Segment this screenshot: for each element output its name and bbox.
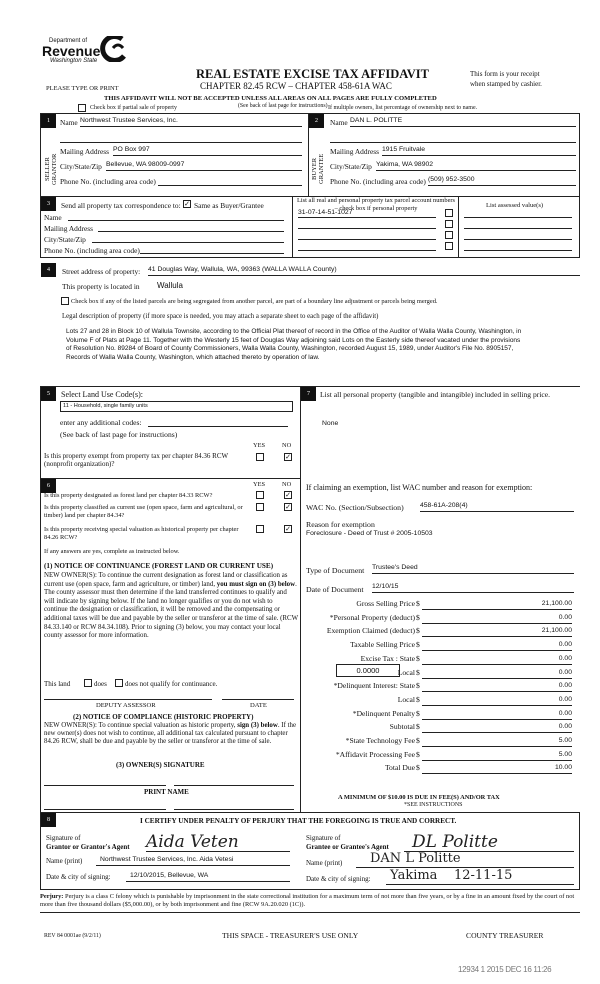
historic-yes-checkbox[interactable]: [256, 525, 264, 533]
docdate-label: Date of Document: [306, 585, 364, 594]
forest-no-checkbox[interactable]: ✓: [285, 491, 291, 499]
wac-field[interactable]: 458-61A-208(4): [420, 502, 574, 512]
certify-text: I CERTIFY UNDER PENALTY OF PERJURY THAT THE FOREGOING IS TRUE AND CORRECT.: [140, 817, 457, 825]
historic-question: Is this property receiving special valuation as historical property per chapter 84.26 RCW?: [44, 526, 239, 541]
assessed-value-field[interactable]: [464, 209, 572, 218]
fee-label: Local: [397, 667, 415, 677]
corr-phone-field[interactable]: [140, 245, 284, 254]
grantor-name-label: Name (print): [46, 857, 83, 865]
dollar-sign: $: [416, 599, 420, 608]
fee-row: [300, 613, 580, 625]
located-label: This property is located in: [62, 282, 140, 291]
grantor-sig-label-2: Grantor or Grantor's Agent: [46, 843, 130, 851]
correspondence-label: Send all property tax correspondence to:: [61, 201, 181, 210]
does-not-label: does not qualify for continuance.: [125, 680, 218, 688]
land-use-label: Select Land Use Code(s):: [61, 390, 143, 399]
land-use-select[interactable]: 11 - Household, single family units: [60, 401, 293, 412]
additional-codes-label: enter any additional codes:: [60, 418, 142, 427]
yes-header: YES: [253, 442, 266, 449]
fee-label: Exemption Claimed (deduct): [326, 626, 415, 636]
dollar-sign: $: [416, 681, 420, 691]
fee-value[interactable]: 0.00: [422, 655, 572, 665]
buyer-city-field[interactable]: Yakima, WA 98902: [376, 161, 576, 171]
fee-value[interactable]: 0.00: [422, 614, 572, 624]
forest-question: Is this property designated as forest land per chapter 84.33 RCW?: [44, 492, 213, 499]
docdate-field[interactable]: 12/10/15: [372, 583, 574, 593]
print-name-label: PRINT NAME: [144, 788, 189, 796]
grantor-date-field[interactable]: 12/10/2015, Bellevue, WA: [126, 872, 290, 882]
receipt-note-2: when stamped by cashier.: [470, 80, 542, 88]
dollar-sign: $: [416, 763, 420, 773]
seller-grantor-label: SELLER GRANTOR: [44, 153, 58, 185]
fee-label: *Delinquent Penalty: [352, 708, 415, 718]
notice2-title: (2) NOTICE OF COMPLIANCE (HISTORIC PROPERTY): [73, 713, 254, 721]
current-use-yes-checkbox[interactable]: [256, 503, 264, 511]
notice1-text: [44, 572, 298, 641]
receipt-note-1: This form is your receipt: [470, 70, 540, 78]
seller-phone-field[interactable]: [158, 176, 302, 186]
fee-label: *State Technology Fee: [345, 736, 415, 745]
perjury-notice: [40, 893, 580, 913]
notice1-title: (1) NOTICE OF CONTINUANCE (FOREST LAND OR CURRENT USE): [44, 562, 274, 570]
land-use-see-back: (See back of last page for instructions): [60, 430, 178, 439]
grantee-name-label: Name (print): [306, 859, 343, 867]
fee-label: Gross Selling Price: [356, 599, 415, 608]
logo-swirl-icon: [100, 36, 128, 62]
does-not-checkbox[interactable]: [115, 679, 123, 687]
buyer-mail-label: Mailing Address: [330, 147, 380, 156]
partial-sale-label: Check box if partial sale of property: [90, 105, 177, 111]
grantee-sig-label-1: Signature of: [306, 834, 341, 842]
dollar-sign: $: [416, 694, 420, 704]
section-7-badge: 7: [301, 387, 316, 401]
notice2-text: [44, 722, 300, 746]
fee-label: Local: [397, 694, 415, 704]
fee-value[interactable]: 0.00: [422, 723, 572, 733]
forest-yes-checkbox[interactable]: [256, 491, 264, 499]
fee-row: [300, 695, 580, 707]
fee-label: *Affidavit Processing Fee: [335, 749, 415, 759]
fee-row: [300, 763, 580, 775]
section-2-badge: 2: [309, 114, 324, 128]
dollar-sign: $: [416, 640, 420, 650]
seller-name-field[interactable]: Northwest Trustee Services, Inc.: [80, 117, 302, 127]
fee-row: [300, 599, 580, 611]
fee-row: [300, 640, 580, 652]
dollar-sign: $: [416, 612, 420, 622]
grantor-name-field[interactable]: Northwest Trustee Services, Inc. Aida Vetesi: [96, 856, 290, 866]
grantee-date-label: Date & city of signing:: [306, 875, 371, 883]
doctype-field[interactable]: Trustee's Deed: [372, 564, 574, 574]
no-header: NO: [282, 442, 292, 449]
assessed-header: List assessed value(s): [486, 202, 544, 209]
fee-row: [300, 681, 580, 693]
assessed-value-field[interactable]: [464, 231, 572, 240]
buyer-city-label: City/State/Zip: [330, 162, 372, 171]
section-4-badge: 4: [41, 263, 56, 277]
if-yes-note: If any answers are yes, complete as instructed below.: [44, 548, 180, 555]
divider: [292, 196, 293, 258]
perjury-bold: Perjury:: [40, 893, 64, 900]
parcel-number-field[interactable]: [298, 242, 436, 251]
exempt-yes-checkbox[interactable]: [256, 453, 264, 461]
fee-row: [300, 709, 580, 721]
corr-mail-label: Mailing Address: [44, 224, 94, 233]
date-label: DATE: [250, 702, 267, 709]
fee-value[interactable]: 21,100.00: [422, 627, 572, 637]
additional-codes-field[interactable]: [148, 417, 288, 427]
buyer-name-field[interactable]: DAN L. POLITTE: [350, 117, 576, 127]
grantee-name-field[interactable]: DAN L Politte: [356, 851, 574, 868]
personal-property-checkbox[interactable]: [445, 231, 453, 239]
fee-value[interactable]: 0.00: [422, 696, 572, 706]
treasurer-space: THIS SPACE - TREASURER'S USE ONLY: [222, 931, 359, 940]
doctype-label: Type of Document: [306, 566, 365, 575]
seller-mail-label: Mailing Address: [60, 147, 110, 156]
fee-value[interactable]: 21,100.00: [422, 600, 572, 610]
divider: [40, 478, 300, 479]
fee-value[interactable]: 5.00: [422, 751, 572, 761]
buyer-name-line2[interactable]: [330, 133, 576, 143]
same-as-buyer-label: Same as Buyer/Grantee: [194, 201, 264, 210]
s6-yes-header: YES: [253, 481, 266, 488]
fee-value[interactable]: 10.00: [422, 764, 572, 774]
parcel-number-field[interactable]: [298, 220, 436, 229]
grantee-sig-label-2: Grantee or Grantee's Agent: [306, 843, 389, 851]
parcel-number-field[interactable]: [298, 231, 436, 240]
notice2-bold: sign (3) below: [237, 722, 278, 729]
please-type: PLEASE TYPE OR PRINT: [46, 85, 119, 92]
exempt-question: Is this property exempt from property tax per chapter 84.36 RCW (nonprofit organization)?: [44, 452, 228, 468]
reason-label: Reason for exemption: [306, 520, 375, 529]
logo-state: Washington State: [50, 58, 98, 64]
rev-number: REV 84 0001ae (9/2/11): [44, 933, 101, 939]
legal-description[interactable]: Lots 27 and 28 in Block 10 of Wallula Townsite, according to the Official Plat thereof of record in the Office of the Auditor of Walla Walla County, Washington, in Volume F of Plats at Page 11. Together with the Westerly 15 feet of Douglas Way adjoining said Lots on the Easterly side thereof vacated under the provisions of Resolution No. 89284 of Board of County Commissioners, Walla Walla County, Washington, recorded August 15, 1989, under Auditor's File No. 8905157, Records of Walla Walla County, Washington, which attached thereto by operation of law.: [66, 328, 522, 361]
dollar-sign: $: [416, 722, 420, 732]
grantor-date-label: Date & city of signing:: [46, 873, 111, 881]
buyer-phone-field[interactable]: (509) 952-3500: [428, 176, 576, 186]
owner-signature-line-2[interactable]: [174, 776, 294, 786]
dollar-sign: $: [416, 626, 420, 636]
divider: [458, 196, 459, 258]
grantee-date-field[interactable]: Yakima 12-11-15: [386, 868, 574, 885]
grantor-sig-label-1: Signature of: [46, 834, 81, 842]
chapter-line: CHAPTER 82.45 RCW – CHAPTER 458-61A WAC: [200, 81, 392, 91]
personal-property-checkbox[interactable]: [445, 242, 453, 250]
logo-revenue: Revenue: [42, 43, 101, 59]
fee-value[interactable]: 0.00: [422, 641, 572, 651]
fee-row: [300, 626, 580, 638]
buyer-grantee-label: BUYER GRANTEE: [311, 153, 325, 185]
fee-value[interactable]: 0.00: [422, 682, 572, 692]
assessor-date-line[interactable]: [222, 690, 294, 700]
buyer-mail-field[interactable]: 1915 Fruitvale: [382, 146, 576, 156]
parcel-number-field[interactable]: 31-07-14-51-1027: [298, 209, 436, 218]
treasurer-stamp: 12934 1 2015 DEC 16 11:26: [458, 965, 552, 974]
located-value: Wallula: [157, 281, 183, 290]
section-5-badge: 5: [41, 387, 56, 401]
segregated-checkbox[interactable]: [61, 297, 69, 305]
buyer-phone-label: Phone No. (including area code): [330, 177, 426, 186]
notice1-a: NEW OWNER(S): To continue the current designation as forest land or classification as current use (open space, farm and agriculture, or timber) land,: [44, 572, 288, 588]
divider: [40, 478, 41, 812]
see-instructions: *SEE INSTRUCTIONS: [404, 802, 463, 808]
fee-label: Excise Tax : State: [360, 653, 415, 663]
dollar-sign: $: [416, 749, 420, 759]
owner-signature-line[interactable]: [44, 776, 166, 786]
corr-mail-field[interactable]: [98, 223, 284, 232]
fee-row: [300, 736, 580, 748]
fee-row: [300, 722, 580, 734]
section-1-badge: 1: [41, 114, 56, 128]
notice1-bold: you must sign on (3) below: [216, 580, 296, 588]
this-land-label: This land: [44, 680, 71, 688]
corr-city-label: City/State/Zip: [44, 235, 86, 244]
fee-value[interactable]: 0.00: [422, 710, 572, 720]
notice2-b: . If the new owner(s) does not wish to continue, all additional tax calculated pursuant to chapter 84.26 RCW, shall be due and payable by the seller or transferor at the time of sale.: [44, 722, 297, 745]
segregated-label: Check box if any of the listed parcels are being segregated from another parcel, are part of a boundary line adjustment or parcels being merged.: [71, 298, 438, 305]
exemption-label: If claiming an exemption, list WAC number and reason for exemption:: [306, 483, 533, 492]
street-field[interactable]: 41 Douglas Way, Wallula, WA, 99363 (WALLA WALLA County): [148, 266, 580, 276]
deputy-assessor-label: DEPUTY ASSESSOR: [96, 702, 156, 709]
exempt-no-checkbox[interactable]: ✓: [285, 453, 291, 461]
grantee-signature: DL Politte: [412, 832, 498, 852]
dollar-sign: $: [416, 708, 420, 718]
buyer-name-label: Name: [330, 118, 348, 127]
same-as-buyer-checkbox[interactable]: ✓: [184, 200, 190, 208]
fee-label: *Personal Property (deduct): [329, 612, 415, 622]
owner-signature-label: (3) OWNER(S) SIGNATURE: [116, 761, 205, 769]
s6-no-header: NO: [282, 481, 292, 488]
personal-property-label: List all personal property (tangible and intangible) included in selling price.: [320, 390, 551, 399]
corr-name-label: Name: [44, 213, 62, 222]
seller-name-line2[interactable]: [60, 133, 302, 143]
county-treasurer: COUNTY TREASURER: [466, 931, 544, 940]
seller-name-label: Name: [60, 118, 78, 127]
section-6-badge: 6: [41, 479, 56, 493]
fee-label: Subtotal: [389, 722, 415, 732]
seller-city-label: City/State/Zip: [60, 162, 102, 171]
grantee-signature-field[interactable]: [404, 832, 574, 852]
fee-value[interactable]: 5.00: [422, 737, 572, 747]
deputy-assessor-line[interactable]: [44, 690, 212, 700]
fee-label: Taxable Selling Price: [350, 640, 415, 650]
fee-label: Total Due: [384, 763, 415, 773]
personal-property-value[interactable]: None: [322, 420, 339, 427]
warning: THIS AFFIDAVIT WILL NOT BE ACCEPTED UNLESS ALL AREAS ON ALL PAGES ARE FULLY COMPLETED: [104, 95, 437, 102]
fee-value[interactable]: 0.00: [422, 669, 572, 679]
print-name-line-2[interactable]: [174, 800, 294, 810]
current-use-question: Is this property classified as current use (open space, farm and agricultural, or timber) land per chapter 84.34?: [44, 504, 243, 519]
legal-label: Legal description of property (if more space is needed, you may attach a separate sheet to each page of the affidavit): [62, 313, 379, 320]
fee-label: *Delinquent Interest: State: [333, 681, 415, 691]
logo-dept: Department of: [49, 38, 88, 44]
assessed-value-field[interactable]: [464, 242, 572, 251]
corr-phone-label: Phone No. (including area code): [44, 246, 140, 255]
does-label: does: [94, 680, 107, 688]
multiple-owners-note: If multiple owners, list percentage of ownership next to name.: [328, 105, 478, 111]
dor-logo: [42, 36, 132, 70]
notice2-a: NEW OWNER(S): To continue special valuation as historic property,: [44, 722, 236, 729]
dollar-sign: $: [416, 736, 420, 745]
partial-sale-checkbox[interactable]: [78, 104, 86, 112]
grantor-signature-field[interactable]: [146, 832, 290, 852]
see-back: (See back of last page for instructions): [238, 103, 328, 109]
assessed-value-field[interactable]: [464, 220, 572, 229]
grantor-signature: Aida Veten: [146, 832, 239, 852]
wac-label: WAC No. (Section/Subsection): [306, 503, 404, 512]
personal-property-checkbox[interactable]: [445, 220, 453, 228]
personal-property-checkbox[interactable]: [445, 209, 453, 217]
form-title: REAL ESTATE EXCISE TAX AFFIDAVIT: [196, 67, 429, 81]
parcel-header: List all real and personal property tax parcel account numbers – check box if personal property: [296, 197, 456, 212]
reason-value[interactable]: Foreclosure - Deed of Trust # 2005-10503: [306, 530, 433, 537]
seller-mail-field[interactable]: PO Box 997: [113, 146, 302, 156]
fee-row: [300, 750, 580, 762]
notice1-b: . The county assessor must then determine if the land transferred continues to qualify and will indicate by signing below. If the land no longer qualifies or you do not wish to continue the designation or classification, it will be removed and the compensating or additional taxes will be due and payable by the seller or transferor at the time of sale. (RCW 84.33.140 or RCW 84.34.108). Prior to signing (3) below, you may contact your local county assessor for more information.: [44, 580, 298, 640]
local-rate-field[interactable]: 0.0000: [336, 664, 400, 677]
corr-name-field[interactable]: [68, 212, 284, 221]
print-name-line[interactable]: [44, 800, 166, 810]
street-label: Street address of property:: [62, 267, 141, 276]
section-3-badge: 3: [41, 197, 56, 211]
minimum-note: A MINIMUM OF $10.00 IS DUE IN FEE(S) AND/OR TAX: [338, 794, 500, 801]
dollar-sign: $: [416, 653, 420, 663]
perjury-text: Perjury is a class C felony which is punishable by imprisonment in the state correctional institution for a maximum term of not more than five years, or by a fine in an amount fixed by the court of not more than five thousand dollars ($5,000.00), or by both imprisonment and fine (RCW 9A.20.020 (1C)).: [40, 893, 575, 909]
does-checkbox[interactable]: [84, 679, 92, 687]
corr-city-field[interactable]: [92, 234, 284, 243]
historic-no-checkbox[interactable]: ✓: [285, 525, 291, 533]
seller-city-field[interactable]: Bellevue, WA 98009-0997: [106, 161, 302, 171]
section-8-badge: 8: [41, 813, 56, 827]
dollar-sign: $: [416, 667, 420, 677]
current-use-no-checkbox[interactable]: ✓: [285, 503, 291, 511]
seller-phone-label: Phone No. (including area code): [60, 177, 156, 186]
